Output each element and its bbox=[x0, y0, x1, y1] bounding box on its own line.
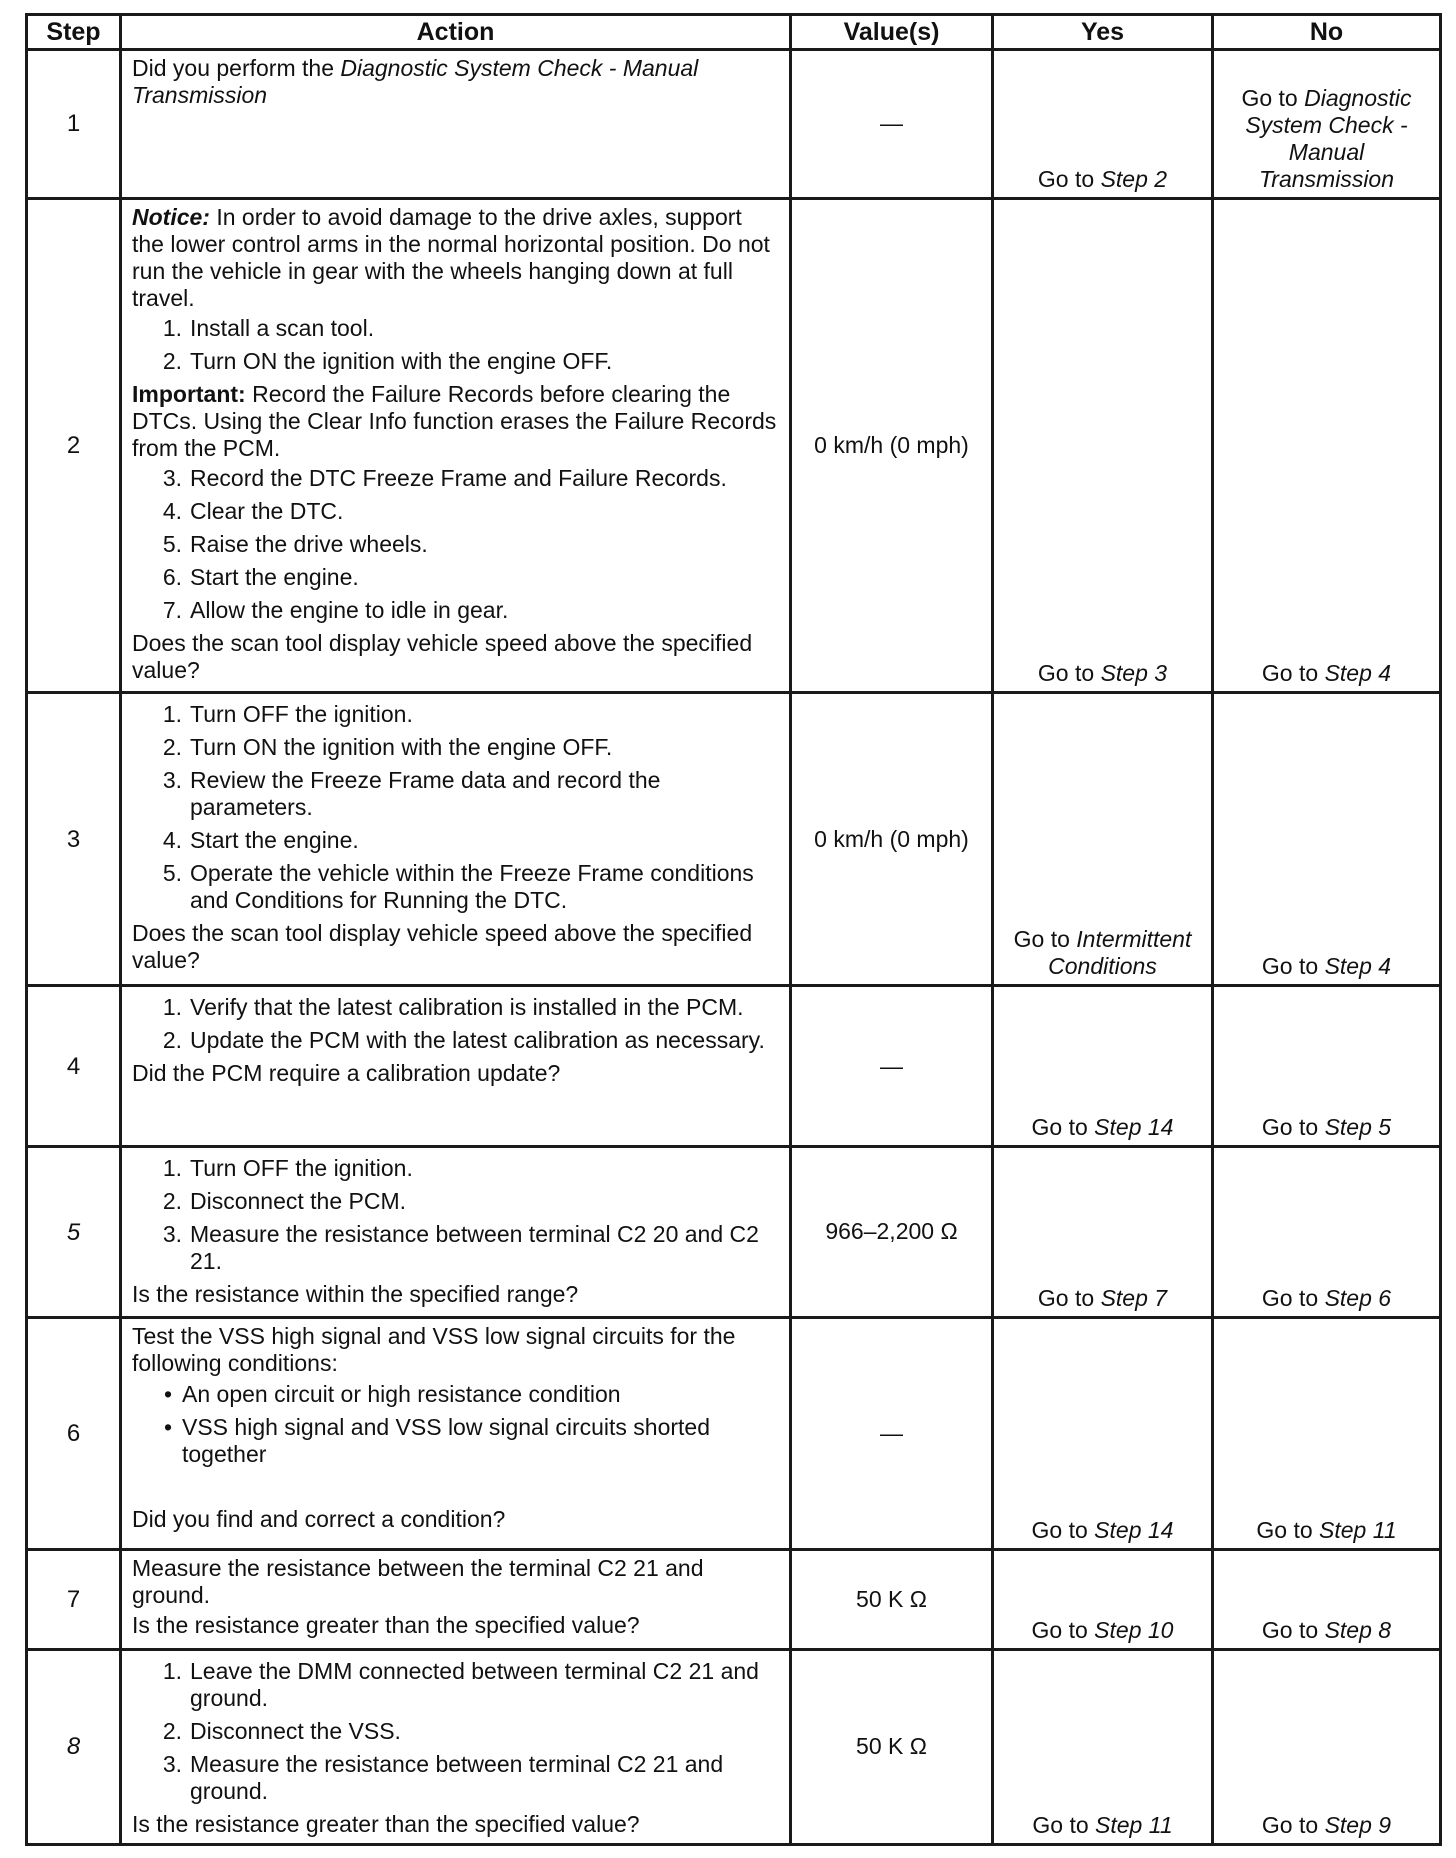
conditions-list bbox=[132, 1381, 779, 1468]
action-question: Does the scan tool display vehicle speed above the specified value? bbox=[132, 629, 753, 683]
steps-list bbox=[132, 701, 779, 914]
yes-cell: Go to Step 3 bbox=[993, 198, 1213, 692]
no-link[interactable]: Step 6 bbox=[1324, 1285, 1392, 1312]
action-intro: Measure the resistance between the terminal C2 21 and ground. bbox=[132, 1554, 704, 1608]
step-number: 5 bbox=[27, 1147, 121, 1318]
no-link[interactable]: Step 9 bbox=[1324, 1812, 1392, 1838]
no-cell: Go to Step 4 bbox=[1213, 693, 1441, 986]
step-number: 8 bbox=[27, 1649, 121, 1844]
list-item: 2. Turn ON the ignition with the engine OFF. bbox=[162, 347, 613, 374]
list-item: 3. Review the Freeze Frame data and record the parameters. bbox=[162, 767, 661, 821]
value-cell: 50 K Ω bbox=[791, 1649, 993, 1844]
list-item: 2. Disconnect the VSS. bbox=[162, 1717, 401, 1744]
no-cell: Go to Step 4 bbox=[1213, 198, 1441, 692]
step-number: 4 bbox=[27, 986, 121, 1147]
yes-link[interactable]: Intermittent Conditions bbox=[1048, 926, 1192, 980]
procedure-link[interactable]: Diagnostic System Check - Manual Transmission bbox=[132, 55, 699, 108]
list-item: • VSS high signal and VSS low signal circuits shorted together bbox=[163, 1414, 711, 1468]
steps-list bbox=[132, 994, 779, 1054]
no-cell: Go to Step 8 bbox=[1213, 1549, 1441, 1649]
no-cell: Go to Step 6 bbox=[1213, 1147, 1441, 1318]
table-row-step-4 bbox=[27, 986, 1441, 1147]
action-cell bbox=[121, 693, 791, 986]
no-cell: Go to Step 5 bbox=[1213, 986, 1441, 1147]
value-cell: — bbox=[791, 986, 993, 1147]
list-item: 1. Turn OFF the ignition. bbox=[162, 1155, 413, 1182]
list-item: 1. Turn OFF the ignition. bbox=[162, 701, 413, 728]
no-link[interactable]: Step 11 bbox=[1319, 1516, 1397, 1543]
no-cell: Go to Diagnostic System Check - Manual Transmission bbox=[1213, 50, 1441, 199]
header-row bbox=[27, 15, 1441, 50]
header-no: No bbox=[1213, 15, 1441, 50]
yes-cell: Go to Step 7 bbox=[993, 1147, 1213, 1318]
action-cell bbox=[121, 1649, 791, 1844]
step-number: 7 bbox=[27, 1549, 121, 1649]
yes-link[interactable]: Step 14 bbox=[1094, 1516, 1174, 1543]
steps-list bbox=[132, 465, 779, 624]
list-item: 2. Turn ON the ignition with the engine OFF. bbox=[162, 734, 613, 761]
table-row-step-6 bbox=[27, 1318, 1441, 1550]
list-item: 7. Allow the engine to idle in gear. bbox=[162, 596, 509, 623]
action-question: Did you find and correct a condition? bbox=[132, 1506, 506, 1533]
list-item: 2. Update the PCM with the latest calibration as necessary. bbox=[162, 1027, 765, 1054]
action-intro: Test the VSS high signal and VSS low signal circuits for the following conditions: bbox=[132, 1323, 736, 1377]
list-item: 5. Operate the vehicle within the Freeze Frame conditions and Conditions for Running the DTC. bbox=[162, 860, 754, 914]
yes-cell: Go to Step 10 bbox=[993, 1549, 1213, 1649]
steps-list bbox=[132, 1155, 779, 1275]
steps-list bbox=[132, 1658, 779, 1805]
yes-cell: Go to Step 11 bbox=[993, 1649, 1213, 1844]
no-cell: Go to Step 11 bbox=[1213, 1318, 1441, 1550]
action-question: Is the resistance greater than the specified value? bbox=[132, 1810, 640, 1837]
table-row-step-1 bbox=[27, 50, 1441, 199]
table-row-step-5 bbox=[27, 1147, 1441, 1318]
table-row-step-3 bbox=[27, 693, 1441, 986]
value-cell: — bbox=[791, 1318, 993, 1550]
list-item: 3. Measure the resistance between terminal C2 21 and ground. bbox=[162, 1750, 724, 1804]
steps-list bbox=[132, 315, 779, 375]
list-item: 3. Record the DTC Freeze Frame and Failure Records. bbox=[162, 464, 727, 491]
action-question: Is the resistance greater than the specified value? bbox=[132, 1611, 640, 1638]
value-cell: 966–2,200 Ω bbox=[791, 1147, 993, 1318]
no-link[interactable]: Diagnostic System Check - Manual Transmission bbox=[1245, 84, 1412, 192]
no-cell: Go to Step 9 bbox=[1213, 1649, 1441, 1844]
yes-link[interactable]: Step 11 bbox=[1095, 1812, 1173, 1838]
header-action: Action bbox=[121, 15, 791, 50]
list-item: 4. Start the engine. bbox=[162, 827, 359, 854]
action-cell bbox=[121, 50, 791, 199]
no-link[interactable]: Step 4 bbox=[1324, 953, 1392, 980]
action-cell bbox=[121, 1549, 791, 1649]
yes-link[interactable]: Step 10 bbox=[1094, 1616, 1174, 1643]
list-item: 2. Disconnect the PCM. bbox=[162, 1188, 407, 1215]
action-question: Does the scan tool display vehicle speed above the specified value? bbox=[132, 920, 753, 974]
no-link[interactable]: Step 5 bbox=[1324, 1114, 1392, 1141]
value-cell: 0 km/h (0 mph) bbox=[791, 198, 993, 692]
yes-link[interactable]: Step 2 bbox=[1100, 165, 1168, 192]
action-cell bbox=[121, 1318, 791, 1550]
table-row-step-8 bbox=[27, 1649, 1441, 1844]
list-item: 5. Raise the drive wheels. bbox=[162, 530, 428, 557]
yes-link[interactable]: Step 3 bbox=[1100, 660, 1168, 687]
list-item: • An open circuit or high resistance condition bbox=[163, 1381, 621, 1408]
action-question: Is the resistance within the specified range? bbox=[132, 1281, 579, 1308]
step-number: 2 bbox=[27, 198, 121, 692]
yes-cell: Go to Step 14 bbox=[993, 986, 1213, 1147]
yes-cell: Go to Step 14 bbox=[993, 1318, 1213, 1550]
no-link[interactable]: Step 8 bbox=[1324, 1616, 1392, 1643]
value-cell: 50 K Ω bbox=[791, 1549, 993, 1649]
header-yes: Yes bbox=[993, 15, 1213, 50]
action-question: Did the PCM require a calibration update? bbox=[132, 1060, 561, 1087]
value-cell: — bbox=[791, 50, 993, 199]
notice-text: Notice: In order to avoid damage to the drive axles, support the lower control arms in the normal horizontal position. Do not run the vehicle in gear with the wheels hanging down at full travel. bbox=[132, 203, 770, 311]
yes-cell: Go to Step 2 bbox=[993, 50, 1213, 199]
step-number: 3 bbox=[27, 693, 121, 986]
action-cell bbox=[121, 1147, 791, 1318]
diagnostic-table bbox=[25, 13, 1442, 1846]
yes-link[interactable]: Step 7 bbox=[1100, 1285, 1168, 1312]
step-number: 6 bbox=[27, 1318, 121, 1550]
action-cell bbox=[121, 986, 791, 1147]
step-number: 1 bbox=[27, 50, 121, 199]
yes-link[interactable]: Step 14 bbox=[1094, 1114, 1174, 1141]
header-step: Step bbox=[27, 15, 121, 50]
list-item: 1. Leave the DMM connected between terminal C2 21 and ground. bbox=[162, 1657, 759, 1711]
yes-cell: Go to Intermittent Conditions bbox=[993, 693, 1213, 986]
action-cell bbox=[121, 198, 791, 692]
important-text: Important: Record the Failure Records before clearing the DTCs. Using the Clear Info function erases the Failure Records from the PCM. bbox=[132, 380, 777, 461]
list-item: 1. Install a scan tool. bbox=[162, 314, 375, 341]
list-item: 4. Clear the DTC. bbox=[162, 497, 344, 524]
value-cell: 0 km/h (0 mph) bbox=[791, 693, 993, 986]
table-row-step-7 bbox=[27, 1549, 1441, 1649]
list-item: 6. Start the engine. bbox=[162, 563, 359, 590]
list-item: 3. Measure the resistance between terminal C2 20 and C2 21. bbox=[162, 1221, 759, 1275]
table-row-step-2 bbox=[27, 198, 1441, 692]
action-question: Did you perform the Diagnostic System Check - Manual Transmission bbox=[132, 55, 699, 108]
list-item: 1. Verify that the latest calibration is installed in the PCM. bbox=[162, 994, 744, 1021]
no-link[interactable]: Step 4 bbox=[1324, 660, 1392, 687]
header-values: Value(s) bbox=[791, 15, 993, 50]
